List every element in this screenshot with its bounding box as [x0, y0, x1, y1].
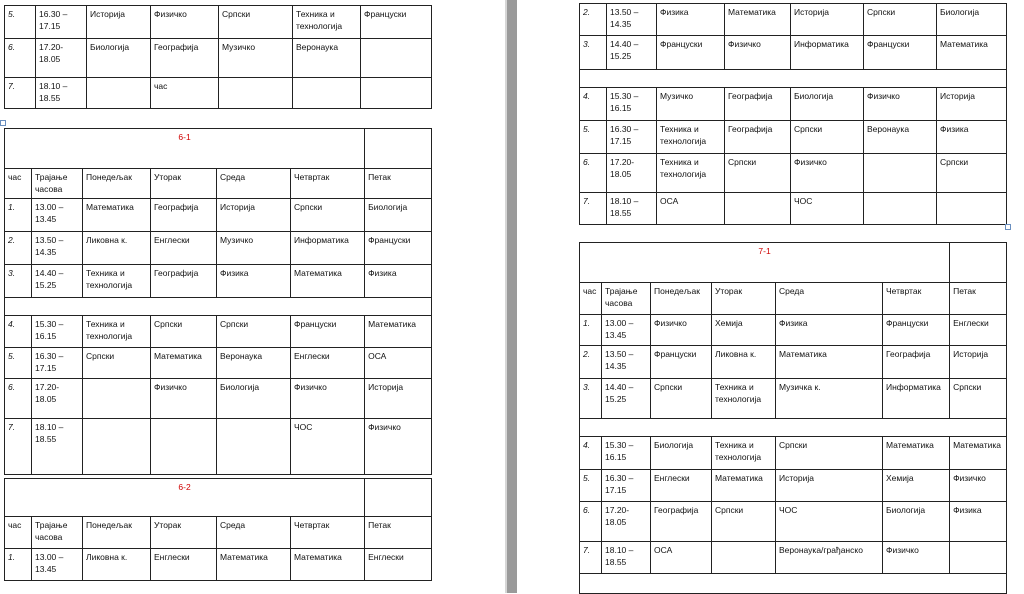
class-title: 6-1	[5, 129, 365, 169]
subject-cell: Српски	[937, 154, 1007, 193]
subject-cell: Биологија	[217, 379, 291, 419]
period-number: 7.	[580, 193, 607, 225]
period-time: 15.30 – 16.15	[32, 316, 83, 348]
subject-cell: Енглески	[151, 232, 217, 265]
subject-cell: Техника и технологија	[657, 121, 725, 154]
column-header: Петак	[365, 517, 432, 549]
subject-cell	[217, 419, 291, 475]
subject-cell: Физичко	[791, 154, 864, 193]
subject-cell: Енглески	[291, 348, 365, 379]
period-number: 5.	[5, 6, 36, 39]
subject-cell	[937, 193, 1007, 225]
subject-cell: Историја	[217, 199, 291, 232]
subject-cell: Физичко	[291, 379, 365, 419]
period-time: 17.20- 18.05	[602, 502, 651, 542]
period-number: 6.	[580, 502, 602, 542]
table-anchor	[1005, 224, 1011, 230]
subject-cell	[864, 154, 937, 193]
period-number: 1.	[580, 315, 602, 346]
period-time: 13.50 – 14.35	[32, 232, 83, 265]
period-time: 17.20- 18.05	[607, 154, 657, 193]
period-number: 5.	[5, 348, 32, 379]
subject-cell: Физика	[217, 265, 291, 298]
period-time: 17.20- 18.05	[32, 379, 83, 419]
period-number: 3.	[5, 265, 32, 298]
period-time: 16.30 – 17.15	[32, 348, 83, 379]
subject-cell: Географија	[151, 199, 217, 232]
table-row	[580, 88, 1007, 121]
subject-cell	[725, 193, 791, 225]
table-anchor	[0, 120, 6, 126]
subject-cell: Биологија	[791, 88, 864, 121]
subject-cell	[219, 78, 293, 109]
table-row	[580, 121, 1007, 154]
class-title: 7-1	[580, 243, 950, 283]
table-row	[580, 36, 1007, 70]
subject-cell	[83, 419, 151, 475]
subject-cell: Српски	[217, 316, 291, 348]
subject-cell: Веронаука	[293, 39, 361, 78]
subject-cell	[293, 78, 361, 109]
subject-cell	[87, 78, 151, 109]
table-cell	[5, 298, 432, 316]
subject-cell: Српски	[151, 316, 217, 348]
table-row	[5, 379, 432, 419]
table-row	[580, 379, 1007, 419]
period-time: 13.00 – 13.45	[32, 549, 83, 581]
period-time: 13.00 – 13.45	[32, 199, 83, 232]
subject-cell: Биологија	[883, 502, 950, 542]
subject-cell: Француски	[365, 232, 432, 265]
period-time: 18.10 – 18.55	[602, 542, 651, 574]
subject-cell: Техника и технологија	[83, 316, 151, 348]
column-header: Уторак	[151, 517, 217, 549]
period-number: 2.	[580, 4, 607, 36]
subject-cell: Француски	[864, 36, 937, 70]
spacer-row	[580, 70, 1007, 88]
subject-cell: Информатика	[791, 36, 864, 70]
subject-cell: Српски	[725, 154, 791, 193]
column-header: час	[5, 517, 32, 549]
period-number: 1.	[5, 199, 32, 232]
period-time: 16.30 – 17.15	[36, 6, 87, 39]
period-time: 16.30 – 17.15	[602, 470, 651, 502]
subject-cell: Математика	[217, 549, 291, 581]
column-header: Петак	[950, 283, 1007, 315]
subject-cell: Географија	[883, 346, 950, 379]
header-row	[580, 283, 1007, 315]
subject-cell: Музичко	[657, 88, 725, 121]
period-number: 1.	[5, 549, 32, 581]
table-row	[5, 348, 432, 379]
period-time: 18.10 – 18.55	[607, 193, 657, 225]
period-number: 2.	[5, 232, 32, 265]
subject-cell: Веронаука/грађанско	[776, 542, 883, 574]
period-time: 15.30 – 16.15	[607, 88, 657, 121]
column-header: Уторак	[151, 169, 217, 199]
column-header: Понедељак	[83, 517, 151, 549]
subject-cell: Хемија	[712, 315, 776, 346]
subject-cell: Веронаука	[217, 348, 291, 379]
period-number: 7.	[580, 542, 602, 574]
column-header: час	[580, 283, 602, 315]
subject-cell: Математика	[725, 4, 791, 36]
subject-cell: Математика	[83, 199, 151, 232]
period-time: 16.30 – 17.15	[607, 121, 657, 154]
subject-cell: ЧОС	[776, 502, 883, 542]
subject-cell: Техника и технологија	[83, 265, 151, 298]
column-header: Четвртак	[291, 169, 365, 199]
subject-cell: Историја	[950, 346, 1007, 379]
table-row	[5, 549, 432, 581]
table-cell	[580, 419, 1007, 437]
subject-cell: Географија	[151, 39, 219, 78]
table-row	[580, 437, 1007, 470]
subject-cell: Српски	[791, 121, 864, 154]
subject-cell: Историја	[776, 470, 883, 502]
column-header: Петак	[365, 169, 432, 199]
subject-cell	[83, 379, 151, 419]
subject-cell: Физичко	[725, 36, 791, 70]
period-number: 4.	[5, 316, 32, 348]
subject-cell: Биологија	[87, 39, 151, 78]
column-header: Уторак	[712, 283, 776, 315]
table-row	[580, 154, 1007, 193]
subject-cell: Српски	[219, 6, 293, 39]
subject-cell: Информатика	[883, 379, 950, 419]
subject-cell: Ликовна к.	[712, 346, 776, 379]
period-time: 15.30 – 16.15	[602, 437, 651, 470]
subject-cell	[950, 542, 1007, 574]
column-header: Понедељак	[651, 283, 712, 315]
table-cell	[950, 243, 1007, 283]
spacer-row	[580, 419, 1007, 437]
subject-cell	[151, 419, 217, 475]
column-header: Трајање часова	[32, 169, 83, 199]
subject-cell: Техника и технологија	[712, 379, 776, 419]
subject-cell: Биологија	[651, 437, 712, 470]
period-time: 14.40 – 15.25	[607, 36, 657, 70]
subject-cell: Географија	[651, 502, 712, 542]
subject-cell: Географија	[725, 88, 791, 121]
subject-cell: Историја	[937, 88, 1007, 121]
period-number: 7.	[5, 419, 32, 475]
table-row	[5, 78, 432, 109]
subject-cell: Француски	[657, 36, 725, 70]
subject-cell: Математика	[883, 437, 950, 470]
period-number: 3.	[580, 379, 602, 419]
period-time: 14.40 – 15.25	[32, 265, 83, 298]
subject-cell: Математика	[365, 316, 432, 348]
table-cell	[580, 574, 1007, 594]
period-number: 3.	[580, 36, 607, 70]
subject-cell	[864, 193, 937, 225]
subject-cell	[361, 39, 432, 78]
timetable-continued-left	[4, 5, 432, 109]
subject-cell: Математика	[776, 346, 883, 379]
period-number: 4.	[580, 437, 602, 470]
subject-cell: Француски	[291, 316, 365, 348]
period-time: 13.50 – 14.35	[607, 4, 657, 36]
subject-cell: Француски	[361, 6, 432, 39]
table-row	[580, 346, 1007, 379]
column-header: Четвртак	[291, 517, 365, 549]
column-header: час	[5, 169, 32, 199]
subject-cell: Физичко	[151, 379, 217, 419]
column-header: Среда	[217, 169, 291, 199]
table-cell	[365, 129, 432, 169]
subject-cell: Српски	[712, 502, 776, 542]
subject-cell: Српски	[83, 348, 151, 379]
subject-cell: Географија	[725, 121, 791, 154]
spacer-row	[5, 298, 432, 316]
subject-cell: Физичко	[365, 419, 432, 475]
column-header: Среда	[217, 517, 291, 549]
subject-cell: Физика	[937, 121, 1007, 154]
subject-cell: ОСА	[657, 193, 725, 225]
subject-cell: Српски	[864, 4, 937, 36]
subject-cell: ОСА	[651, 542, 712, 574]
subject-cell: Музичко	[219, 39, 293, 78]
header-row	[5, 169, 432, 199]
subject-cell: Енглески	[651, 470, 712, 502]
subject-cell: Биологија	[365, 199, 432, 232]
subject-cell: Математика	[291, 549, 365, 581]
header-row	[5, 517, 432, 549]
subject-cell: Математика	[291, 265, 365, 298]
page-gap	[507, 0, 517, 593]
subject-cell: Музичка к.	[776, 379, 883, 419]
column-header: Среда	[776, 283, 883, 315]
subject-cell: Француски	[651, 346, 712, 379]
period-time: 18.10 – 18.55	[32, 419, 83, 475]
period-number: 4.	[580, 88, 607, 121]
timetable-continued-right	[579, 3, 1007, 225]
subject-cell: Ликовна к.	[83, 549, 151, 581]
table-row	[580, 4, 1007, 36]
subject-cell: час	[151, 78, 219, 109]
subject-cell: Српски	[950, 379, 1007, 419]
subject-cell: Физика	[950, 502, 1007, 542]
subject-cell: Веронаука	[864, 121, 937, 154]
subject-cell: Српски	[651, 379, 712, 419]
table-row	[580, 315, 1007, 346]
column-header: Понедељак	[83, 169, 151, 199]
subject-cell: Физичко	[651, 315, 712, 346]
subject-cell: Математика	[151, 348, 217, 379]
period-time: 13.00 – 13.45	[602, 315, 651, 346]
period-number: 6.	[580, 154, 607, 193]
timetable-6-2	[4, 478, 432, 581]
column-header: Четвртак	[883, 283, 950, 315]
subject-cell: Хемија	[883, 470, 950, 502]
table-row	[580, 502, 1007, 542]
subject-cell: Српски	[776, 437, 883, 470]
column-header: Трајање часова	[32, 517, 83, 549]
period-time: 14.40 – 15.25	[602, 379, 651, 419]
table-row	[580, 470, 1007, 502]
subject-cell: Математика	[950, 437, 1007, 470]
period-time: 18.10 – 18.55	[36, 78, 87, 109]
subject-cell: Физика	[776, 315, 883, 346]
period-time: 17.20- 18.05	[36, 39, 87, 78]
subject-cell: Физика	[657, 4, 725, 36]
subject-cell: Историја	[791, 4, 864, 36]
subject-cell: Енглески	[365, 549, 432, 581]
period-time: 13.50 – 14.35	[602, 346, 651, 379]
table-row	[5, 265, 432, 298]
subject-cell: Музичко	[217, 232, 291, 265]
subject-cell: Ликовна к.	[83, 232, 151, 265]
timetable-7-1	[579, 242, 1007, 594]
table-row	[5, 316, 432, 348]
subject-cell: Историја	[87, 6, 151, 39]
period-number: 2.	[580, 346, 602, 379]
subject-cell: Историја	[365, 379, 432, 419]
table-cell	[365, 479, 432, 517]
period-number: 6.	[5, 39, 36, 78]
subject-cell: Српски	[291, 199, 365, 232]
period-number: 5.	[580, 121, 607, 154]
subject-cell: ОСА	[365, 348, 432, 379]
subject-cell: Физичко	[883, 542, 950, 574]
subject-cell	[361, 78, 432, 109]
subject-cell: ЧОС	[791, 193, 864, 225]
subject-cell: Техника и технологија	[712, 437, 776, 470]
table-row	[5, 6, 432, 39]
period-number: 6.	[5, 379, 32, 419]
subject-cell	[712, 542, 776, 574]
timetable-6-1	[4, 128, 432, 475]
table-cell	[580, 70, 1007, 88]
subject-cell: Техника и технологија	[657, 154, 725, 193]
subject-cell: Биологија	[937, 4, 1007, 36]
subject-cell: Физичко	[151, 6, 219, 39]
period-number: 5.	[580, 470, 602, 502]
subject-cell: Енглески	[950, 315, 1007, 346]
subject-cell: Француски	[883, 315, 950, 346]
subject-cell: Физичко	[950, 470, 1007, 502]
subject-cell: Физичко	[864, 88, 937, 121]
period-number: 7.	[5, 78, 36, 109]
subject-cell: Географија	[151, 265, 217, 298]
subject-cell: Математика	[712, 470, 776, 502]
table-row	[5, 419, 432, 475]
subject-cell: Информатика	[291, 232, 365, 265]
table-row	[5, 39, 432, 78]
table-row	[580, 193, 1007, 225]
subject-cell: Математика	[937, 36, 1007, 70]
spacer-row	[580, 574, 1007, 594]
class-title: 6-2	[5, 479, 365, 517]
subject-cell: Техника и технологија	[293, 6, 361, 39]
column-header: Трајање часова	[602, 283, 651, 315]
subject-cell: Физика	[365, 265, 432, 298]
subject-cell: Енглески	[151, 549, 217, 581]
table-row	[580, 542, 1007, 574]
table-row	[5, 232, 432, 265]
subject-cell: ЧОС	[291, 419, 365, 475]
table-row	[5, 199, 432, 232]
